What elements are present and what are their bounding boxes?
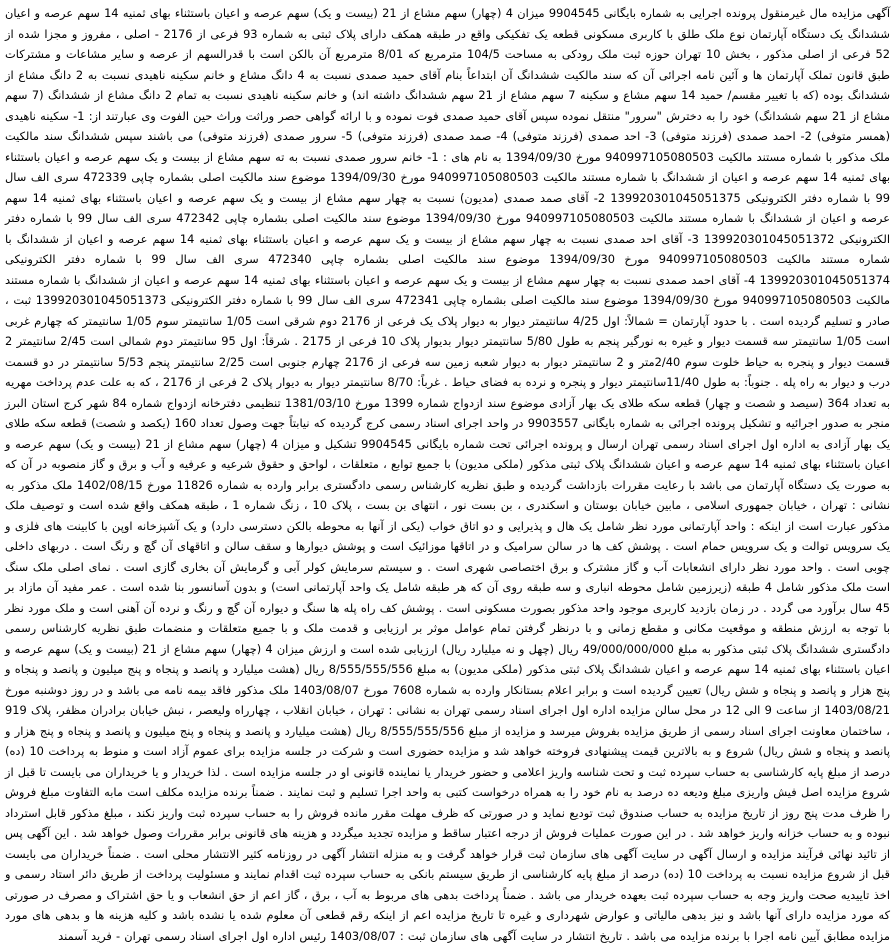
auction-notice-text: آگهی مزایده مال غیرمنقول پرونده اجرایی به شماره بایگانی 9904545 میزان 4 (چهار) سهم مشاع از 21 (بیست و یک) سهم عرصه و اعیان باستثناء بهای ثمنیه 14 سهم عرصه و اعیان ششدانگ یک دستگاه آپارتمان نوع ملک طلق با کاربری مسکونی قطعه یک تفکیکی واقع در طبقه همکف دارای پلاک ثبتی به شماره 93 فرعی از 2176 - اصلی ، مفروز و مجزا شده از 52 فرعی از اصلی مذکور ، بخش 10 تهران حوزه ثبت ملک رودکی به مساحت 104/5 مترمربع که 8/01 مترمربع آن بالکن است با قدرالسهم از عرصه و سایر مشاعات و مشترکات طبق قانون تملک آپارتمان ها و آئین نامه اجرائی آن که سند مالکیت ششدانگ آن ابتداعاً بنام آقای حمید صمدی نسبت به 4 دانگ مشاع و خانم سکینه ناهیدی نسبت به 2 دانگ مشاع از ششدانگ بوده (که با تغییر مقسم/ حمید 14 سهم مشاع و سکینه 7 سهم مشاع از 21 سهم ششدانگ داشته اند) و خانم سکینه ناهیدی نسبت به تمام 2 دانگ مشاع از ششدانگ (7 سهم مشاع از 21 سهم ششدانگ) خود را به دخترش "سرور" منتقل نموده سپس آقای حمید صمدی فوت نموده و با ارائه گواهی حصر وراثت وراث حین الفوت وی عبارتند از: 1- سکینه ناهیدی (همسر متوفی) 2- احمد صمدی (فرزند متوفی) 3- احد صمدی (فرزند متوفی) 4- صمد صمدی (فرزند متوفی) 5- سرور صمدی (فرزند متوفی) می باشند سپس ششدانگ سند مالکیت ملک مذکور با شماره مستند مالکیت 940997105080503 مورخ 1394/09/30 به نام های : 1- خانم سرور صمدی نسبت به ته سهم مشاع از بیست و یک سهم عرصه و اعیان باستثناء بهای ثمنیه 14 سهم عرصه و اعیان از ششدانگ با شماره مستند مالکیت 940997105080503 مورخ 1394/09/30 موضوع سند مالکیت اصلی بشماره چاپی 472339 سری الف سال 99 با شماره دفتر الکترونیکی 139920301045051375 2- آقای صمد صمدی (مدیون) نسبت به چهار سهم مشاع از بیست و یک سهم عرصه و اعیان باستثناء بهای ثمنیه 14 سهم عرصه و اعیان از ششدانگ با شماره مستند مالکیت 940997105080503 مورخ 1394/09/30 موضوع سند مالکیت اصلی بشماره چاپی 472342 سری الف سال 99 با شماره دفتر الکترونیکی 139920301045051372 3- آقای احد صمدی نسبت به چهار سهم مشاع از بیست و یک سهم عرصه و اعیان باستثناء بهای ثمنیه 14 سهم عرصه و اعیان از ششدانگ با شماره مستند مالکیت 940997105080503 مورخ 1394/09/30 موضوع سند مالکیت اصلی بشماره چاپی 472340 سری الف سال 99 با شماره دفتر الکترونیکی 139920301045051374 4- آقای احمد صمدی نسبت به چهار سهم مشاع از بیست و یک سهم عرصه و اعیان باستثناء بهای ثمنیه 14 سهم عرصه و اعیان از ششدانگ با شماره مستند مالکیت 940997105080503 مورخ 1394/09/30 موضوع سند مالکیت اصلی بشماره چاپی 472341 سری الف سال 99 با شماره دفتر الکترونیکی 139920301045051373 ثبت ، صادر و تسلیم گردیده است . با حدود آپارتمان = شمالاً: اول 4/25 سانتیمتر دیوار به دیوار پلاک یک فرعی از 2176 دوم شرقی است 1/05 سانتیمتر سوم 1/05 سانتیمتر که چهارم غربی است 1/05 سانتیمتر سه قسمت دیوار و غیره به نورگیر پنجم به طول 5/80 سانتیمتر دیوار بدیوار پلاک 10 فرعی از 2175 . شرقاً: اول 95 سانتیمتر دوم شمالی است 2/45 سانتیمتر 2 قسمت دیوار و پنجره به حیاط خلوت سوم 2/40متر و 2 سانتیمتر دیوار به دیوار شعبه زمین سه فرعی از 2176 چهارم جنوبی است 2/25 سانتیمتر پنجم 5/53 سانتیمتر در دو قسمت درب و دیوار به راه پله . جنوباً: به طول 11/40سانتیمتر دیوار و پنجره و نرده به فضای حیاط . غرباً: 8/70 سانتیمتر دیوار به دیوار پلاک 2 فرعی از 2176 ، که به علت عدم پرداخت مهریه به تعداد 364 (سیصد و شصت و چهار) قطعه سکه طلای یک بهار آزادی موضوع سند ازدواج شماره 1399 مورخ 1381/03/10 تنظیمی دفترخانه ازدواج شماره 84 شهر کرج استان البرز منجر به صدور اجرائیه و تشکیل پرونده اجرائی به شماره بایگانی 9903557 در واحد اجرای اسناد رسمی کرج گردیده که نیابتاً جهت وصول تعداد 160 (یکصد و شصت) قطعه سکه طلای یک بهار آزادی به اداره اول اجرای اسناد رسمی تهران ارسال و پرونده اجرائی تحت شماره بایگانی 9904545 تشکیل و میزان 4 (چهار) سهم مشاع از 21 (بیست و یک) سهم عرصه و اعیان باستثناء بهای ثمنیه 14 سهم عرصه و اعیان ششدانگ پلاک ثبتی مذکور (ملکی مدیون) با جمیع توابع ، متعلقات ، لواحق و حقوق شرعیه و عرفیه و آب و برق و گاز منصوبه در آن که به صورت یک دستگاه آپارتمان می باشد با رعایت مقررات بازداشت گردیده و طبق نظریه کارشناس رسمی دادگستری برابر وارده به شماره 11826 مورخ 1402/08/15 ملک مذکور به نشانی : تهران ، خیابان جمهوری اسلامی ، مابین خیابان بوستان و اسکندری ، بن بست نور ، انتهای بن بست ، پلاک 10 ، زنگ شماره 1 ، طبقه همکف واقع شده است و توصیف ملک مذکور عبارت است از اینکه : واحد آپارتمانی مورد نظر شامل یک هال و پذیرایی و دو اتاق خواب (یکی از آنها به محوطه بالکن دسترسی دارد) و یک آشپزخانه اوپن با کابینت های فلزی و یک سرویس توالت و یک سرویس حمام است . پوشش کف ها در سالن سرامیک و در اتاقها موزائیک است و پوشش دیوارها و سقف سالن و اتاقهای آن گچ و رنگ است . دربهای داخلی چوبی است . واحد مورد نظر دارای انشعابات آب و گاز مشترک و برق اختصاصی شهری است . و سیستم سرمایش کولر آبی و گرمایش آن بخاری گازی است . نمای اصلی ملک سنگ است ملک مذکور شامل 4 طبقه (زیرزمین شامل محوطه انباری و سه طبقه روی آن که هر طبقه شامل یک واحد آپارتمانی است) و بدون آسانسور بنا شده است . عمر مفید آن مازاد بر 45 سال برآورد می گردد . در زمان بازدید کاربری موجود واحد مذکور بصورت مسکونی است . پوشش کف راه پله ها سنگ و دیواره آن گچ و رنگ و نرده آن آهنی است و ملک مورد نظر با توجه به ارزش منطقه و موقعیت مکانی و مقطع زمانی و با درنظر گرفتن تمام عوامل موثر بر ارزیابی و قدمت ملک و با جمیع متعلقات و منضمات طبق نظریه کارشناس رسمی دادگستری ششدانگ پلاک ثبتی مذکور به مبلغ 49/000/000/000 ریال (چهل و نه میلیارد ریال) ارزیابی شده است و ارزش میزان 4 (چهار) سهم مشاع از 21 (بیست و یک) سهم عرصه و اعیان باستثناء بهای ثمنیه 14 سهم عرصه و اعیان ششدانگ پلاک ثبتی مذکور (ملکی مدیون) به مبلغ 8/555/555/556 ریال (هشت میلیارد و پانصد و پنجاه و پنج میلیون و پانصد و پنجاه و پنج هزار و پانصد و پنجاه و شش ریال) تعیین گردیده است و برابر اعلام بستانکار وارده به شماره 7608 مورخ 1403/08/07 ملک مذکور فاقد بیمه نامه می باشد و در روز دوشنبه مورخ 1403/08/21 از ساعت 9 الی 12 در محل سالن مزایده اداره اول اجرای اسناد رسمی تهران به نشانی : تهران ، خیابان انقلاب ، چهارراه ولیعصر ، نبش خیابان برادران مظفر، پلاک 919 ، ساختمان معاونت اجرای اسناد رسمی از طریق مزایده بفروش میرسد و مزایده از مبلغ 8/555/555/556 ریال (هشت میلیارد و پانصد و پنجاه و پنج میلیون و پانصد و پنجاه و پنج هزار و پانصد و پنجاه و شش ریال) شروع و به بالاترین قیمت پیشنهادی فروخته خواهد شد و مزایده حضوری است و شرکت در جلسه مزایده برای عموم آزاد است و منوط به پرداخت 10 (ده) درصد از مبلغ پایه کارشناسی به حساب سپرده ثبت و تحت شناسه واریز اعلامی و حضور خریدار یا نماینده قانونی او در جلسه مزایده است . لذا خریدار و یا خریداران می بایست تا قبل از شروع مزایده اصل فیش واریزی مبلغ ودیعه ده درصد به نام خود را به همراه درخواست کتبی به واحد اجرا تسلیم و ثبت نمایند . ضمناً برنده مزایده مکلف است مابه التفاوت مبلغ فروش را ظرف مدت پنج روز از تاریخ مزایده به حساب صندوق ثبت تودیع نماید و در صورتی که ظرف مهلت مقرر مانده فروش را به حساب سپرده ثبت واریز نکند ، مبلغ مذکور قابل استرداد نبوده و به حساب خزانه واریز خواهد شد . در این صورت عملیات فروش از درجه اعتبار ساقط و مزایده تجدید میگردد و هزینه های قانونی برابر مقررات وصول خواهد شد . این آگهی پس از تائید نهائی فرآیند مزایده و ارسال آگهی در سایت آگهی های سازمان ثبت قرار خواهد گرفت و به منزله انتشار آگهی در روزنامه کثیر الانتشار محلی است . ضمناً خریداران می بایست قبل از شروع مزایده نسبت به پرداخت 10 (ده) درصد از مبلغ پایه کارشناسی از طریق سیستم بانکی به حساب سپرده ثبت اقدام نمایند و مسئولیت پرداخت از طریق دائر استاد رسمی و اخذ تاییدیه صحت واریز وجه به حساب سپرده ثبت بعهده خریدار می باشد . ضمناً پرداخت بدهی های مربوط به آب ، برق ، گاز اعم از حق انشعاب و یا حق اشتراک و مصرف در صورتی که مورد مزایده دارای آنها باشد و نیز بدهی مالیاتی و عوارض شهرداری و غیره تا تاریخ مزایده اعم از اینکه رقم قطعی آن معلوم شده یا نشده باشد و کلیه هزینه ها و بدهی های مورد مزایده مطابق آیین نامه اجرا با برنده مزایده می باشد . تاریخ انتشار در سایت آگهی های سازمان ثبت : 1403/08/07 رئیس اداره اول اجرای اسناد رسمی تهران - فرید آسمند: [5, 6, 891, 943]
